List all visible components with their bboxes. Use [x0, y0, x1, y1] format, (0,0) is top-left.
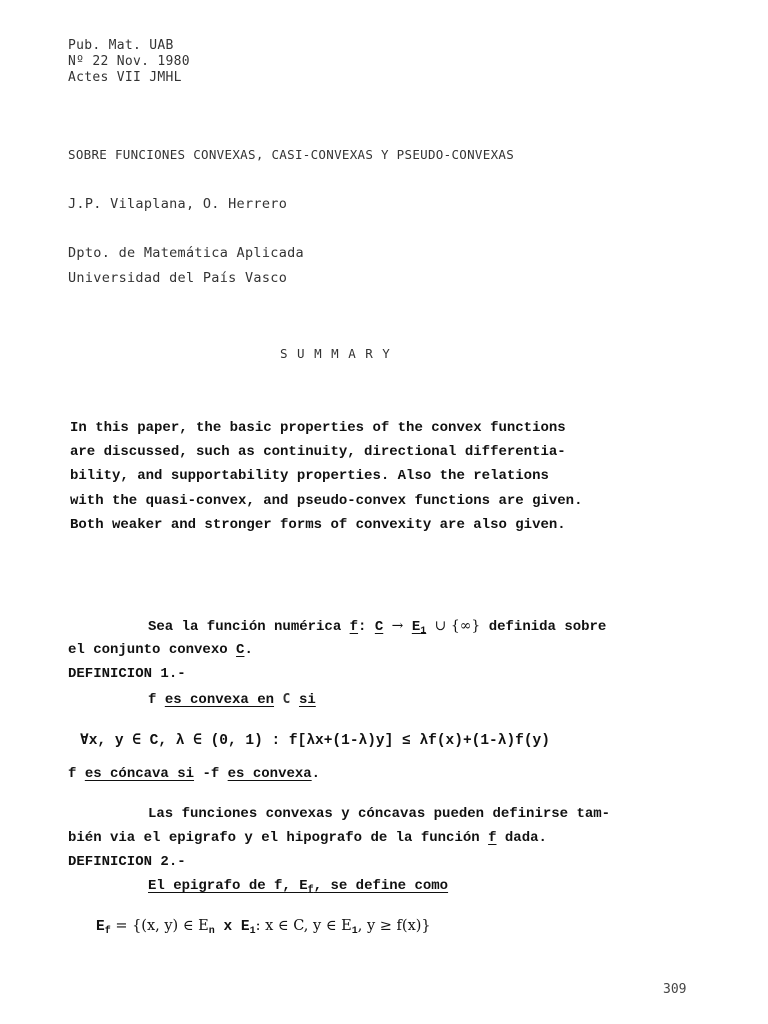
summary-line: In this paper, the basic properties of the convex functions — [70, 420, 566, 436]
summary-line: Both weaker and stronger forms of convexity are also given. — [70, 517, 566, 533]
definition-2-label: DEFINICION 2.- — [68, 854, 186, 870]
convexity-inequality: ∀x, y ∈ C, λ ∈ (0, 1) : f[λx+(1-λ)y] ≤ λf(x)+(1-λ)f(y) — [80, 733, 550, 749]
para2-line-2 — [68, 830, 547, 846]
def1-si: si — [298, 692, 316, 708]
set-C: C — [282, 692, 291, 707]
intro-line-1 — [148, 618, 606, 637]
union-infinity: ∪ {∞} — [434, 618, 481, 634]
formula-part: , y ≥ f(x)} — [357, 918, 431, 934]
formula-part: = {(x, y) ∈ E — [110, 918, 209, 934]
set-C: C — [236, 642, 245, 658]
proceedings-line: Actes VII JMHL — [68, 70, 182, 85]
intro-text: Sea la función numérica — [148, 619, 342, 635]
def2-end: , se define como — [313, 878, 449, 894]
intro-line-2 — [68, 642, 253, 658]
summary-line: bility, and supportability properties. Also the relations — [70, 468, 549, 484]
formula-part: x E — [214, 919, 250, 935]
E-subscript: 1 — [420, 626, 427, 637]
concave-end: es convexa — [227, 766, 312, 782]
E-symbol: E — [411, 619, 421, 635]
definition-1-label: DEFINICION 1.- — [68, 666, 186, 682]
colon: : — [358, 619, 367, 635]
period: . — [244, 642, 253, 658]
definition-2-statement — [148, 878, 448, 896]
concave-definition — [68, 766, 320, 782]
summary-heading: S U M M A R Y — [280, 346, 391, 361]
paper-title: SOBRE FUNCIONES CONVEXAS, CASI-CONVEXAS Y PSEUDO-CONVEXAS — [68, 147, 515, 162]
page-number: 309 — [663, 982, 687, 997]
formula-part: : x ∈ C, y ∈ E — [255, 918, 352, 934]
def1-text: es convexa en — [164, 692, 275, 708]
para2-line-1: Las funciones convexas y cóncavas pueden definirse tam- — [148, 806, 611, 822]
intro-line2-text: el conjunto convexo — [68, 642, 228, 658]
negative-f: -f — [202, 766, 220, 782]
def2-text: El epigrafo de f, E — [148, 878, 308, 894]
arrow-symbol: → — [391, 618, 404, 634]
one-subscript: 1 — [351, 926, 358, 937]
function-f: f — [349, 619, 359, 635]
epigraph-formula — [96, 918, 431, 937]
function-f: f — [68, 766, 77, 782]
summary-line: are discussed, such as continuity, directional differentia- — [70, 444, 566, 460]
department: Dpto. de Matemática Aplicada — [68, 245, 304, 261]
journal-line: Pub. Mat. UAB — [68, 38, 174, 53]
authors: J.P. Vilaplana, O. Herrero — [68, 196, 288, 212]
university: Universidad del País Vasco — [68, 270, 288, 286]
n-subscript: n — [208, 926, 215, 937]
E-subscript: f — [104, 926, 111, 937]
para2-end: dada. — [504, 830, 547, 846]
para2-text: bién via el epigrafo y el hipografo de la función — [68, 830, 480, 846]
one-subscript: 1 — [249, 926, 256, 937]
def2-subscript: f — [307, 885, 314, 896]
function-f: f — [148, 692, 157, 708]
summary-line: with the quasi-convex, and pseudo-convex functions are given. — [70, 493, 583, 509]
function-f: f — [488, 830, 497, 846]
intro-text-end: definida sobre — [488, 619, 607, 635]
period: . — [311, 766, 321, 782]
definition-1-statement — [148, 692, 316, 708]
concave-text: es cóncava si — [84, 766, 195, 782]
set-E — [412, 619, 426, 635]
set-C: C — [374, 619, 384, 635]
issue-line: Nº 22 Nov. 1980 — [68, 54, 190, 69]
E-symbol: E — [96, 919, 105, 935]
